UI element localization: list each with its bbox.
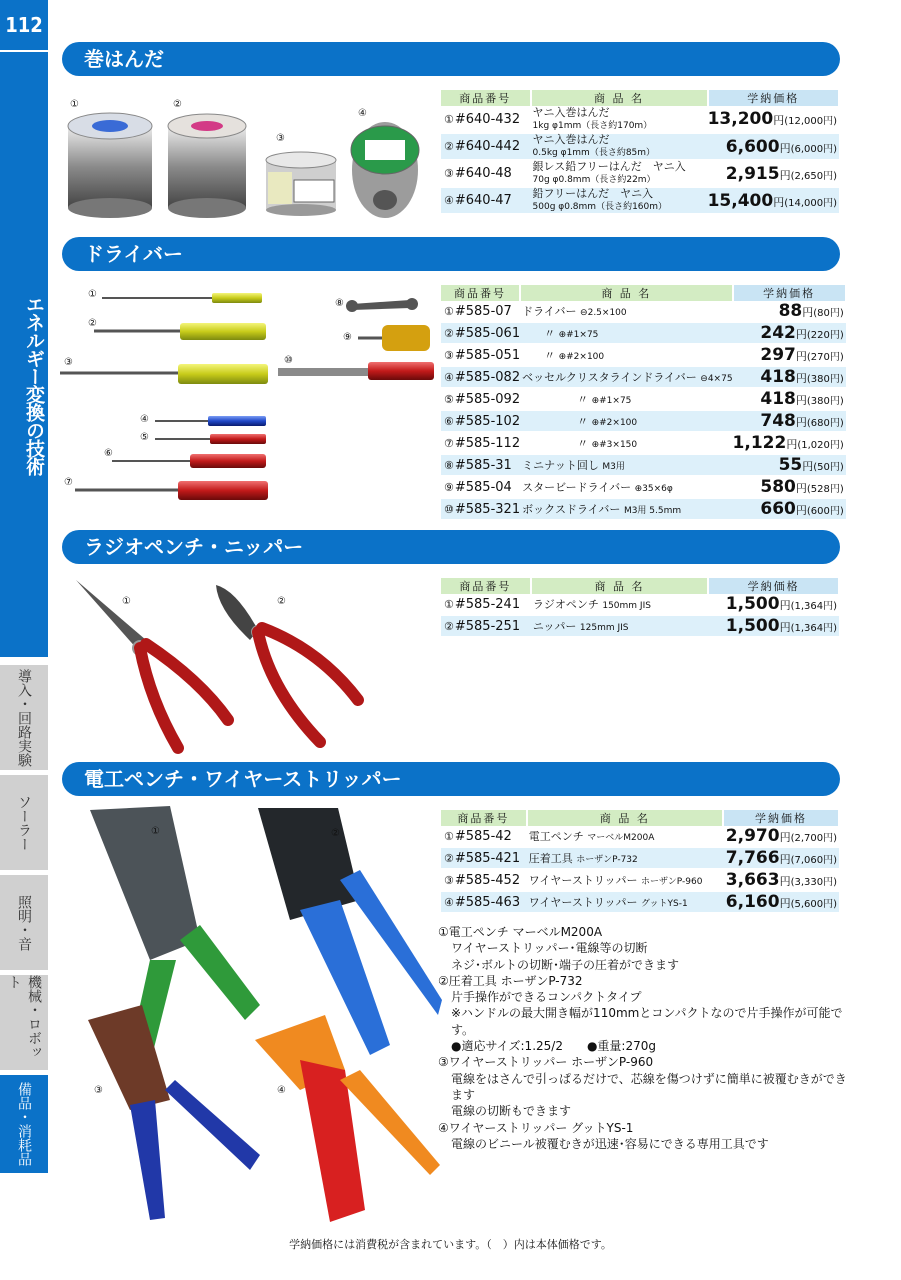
product-code: #585-082 [454,369,521,385]
label-crimper-2: ② [331,828,340,839]
header-code: 商品番号 [441,810,527,826]
desc-line: ます [451,1087,476,1102]
price-incl-tax: 88 [778,301,803,321]
price-excl-tax: (12,000円) [784,116,837,127]
product-spec: ホーザンP-960 [640,877,703,887]
price-excl-tax: (6,000円) [790,143,837,155]
price-incl-tax: 7,766 [725,848,780,868]
solder-spool-3 [266,152,336,216]
price-incl-tax: 297 [760,345,796,365]
price-incl-tax: 1,500 [725,594,780,614]
label-crimper-1: ① [151,826,160,837]
price-excl-tax: (1,364円) [790,601,837,612]
product-code: #585-421 [454,850,521,866]
nippers [216,585,358,742]
product-code: #585-42 [454,828,512,844]
label-driver-3: ③ [64,357,73,368]
header-name: 商 品 名 [520,285,732,301]
price-incl-tax: 1,500 [725,616,780,636]
section-title-driver: ドライバー [62,237,840,271]
header-code: 商品番号 [441,578,531,594]
price-incl-tax: 580 [760,477,796,497]
product-code: #640-432 [454,111,521,127]
item-number: ③ [444,873,454,887]
product-code: #640-48 [454,166,512,181]
crimping-tool [258,808,442,1055]
product-code: #640-442 [454,139,521,154]
product-code: #585-061 [454,325,521,341]
label-pliers-2: ② [277,596,286,607]
item-number: ② [444,326,454,340]
desc-line: ワイヤーストリッパー･電線等の切断 [451,941,648,956]
price-incl-tax: 6,160 [725,892,780,912]
price-excl-tax: (14,000円) [784,197,837,209]
product-name: スタービードライバー [522,481,632,494]
item-number: ⑧ [444,458,454,472]
label-driver-1: ① [88,289,97,300]
price-incl-tax: 2,970 [725,826,780,846]
product-spec: ⊕#1×75 [558,330,599,340]
header-price: 学納価格 [708,90,839,106]
price-incl-tax: 55 [778,455,803,475]
label-driver-10: ⑩ [284,355,293,366]
desc-line: 電線をはさんで引っぱるだけで、芯線を傷つけずに簡単に被覆むきができ [451,1071,847,1086]
label-solder-4: ④ [358,108,367,119]
price-incl-tax: 6,600 [725,136,780,157]
product-name: ヤニ入巻はんだ [532,105,610,119]
label-pliers-1: ① [122,596,131,607]
product-spec: 0.5kg φ1mm（長さ約85m） [532,148,656,158]
product-name: ワイヤーストリッパー [528,874,638,887]
product-spec: 1kg φ1mm（長さ約170m） [532,120,653,131]
item-number: ⑦ [444,436,454,450]
product-code: #585-102 [454,413,521,429]
price-excl-tax: (50円) [813,462,844,473]
product-code: #585-321 [454,501,521,517]
side-tab-lighting[interactable]: 照明・音 [0,875,48,970]
product-name: 〃 [522,415,589,428]
product-spec: 70g φ0.8mm（長さ約22m） [532,175,656,185]
item-number: ③ [444,348,454,362]
header-code: 商品番号 [441,285,520,301]
price-incl-tax: 242 [760,323,796,343]
chapter-title: エネルギー変換の技術 [0,52,48,657]
price-unit: 円 [779,875,791,888]
product-code: #585-092 [454,391,521,407]
product-code: #585-452 [454,872,521,888]
screwdriver-2 [94,323,266,340]
product-name: 〃 [522,327,556,340]
price-unit: 円 [795,504,807,517]
price-excl-tax: (2,700円) [790,833,837,844]
product-code: #585-463 [454,894,521,910]
price-excl-tax: (5,600円) [790,899,837,910]
product-code: #585-31 [454,457,512,473]
screwdriver-3 [60,364,268,384]
price-unit: 円 [795,328,807,341]
price-excl-tax: (2,650円) [790,170,837,182]
price-unit: 円 [795,350,807,363]
product-code: #585-112 [454,435,521,451]
price-incl-tax: 3,663 [725,870,780,890]
product-name: 〃 [522,393,589,406]
price-unit: 円 [779,897,791,910]
desc-line: ※ハンドルの最大開き幅が110mmとコンパクトなので片手操作が可能です。 [451,1006,843,1037]
price-excl-tax: (270円) [806,352,844,363]
product-spec: ⊕#2×100 [591,418,638,428]
price-incl-tax: 418 [760,389,796,409]
price-excl-tax: (3,330円) [790,877,837,888]
price-excl-tax: (220円) [806,330,844,341]
product-spec: ホーザンP-732 [576,855,638,865]
desc-line: 電線のビニール被覆むきが迅速･容易にできる専用工具です [451,1136,769,1151]
product-spec: 500g φ0.8mm（長さ約160m） [532,202,668,212]
desc-line: 電線の切断もできます [451,1104,572,1119]
label-driver-9: ⑨ [343,332,352,343]
item-number: ② [444,140,454,153]
price-excl-tax: (680円) [806,418,844,429]
product-code: #585-04 [454,479,512,495]
price-incl-tax: 418 [760,367,796,387]
solder-spool-2 [168,114,246,218]
price-incl-tax: 660 [760,499,796,519]
price-incl-tax: 2,915 [725,163,780,184]
item-number: ② [444,619,454,633]
item-number: ② [444,851,454,865]
product-spec: ⊕#1×75 [591,396,632,406]
section-title-crimper: 電工ペンチ・ワイヤーストリッパー [62,762,840,796]
price-unit: 円 [786,438,798,451]
price-unit: 円 [779,831,791,844]
item-number: ④ [444,895,454,909]
label-driver-6: ⑥ [104,448,113,459]
product-name: ボックスドライバー [522,503,621,516]
price-excl-tax: (380円) [806,396,844,407]
price-excl-tax: (528円) [806,484,844,495]
section-title-pliers: ラジオペンチ・ニッパー [62,530,840,564]
price-excl-tax: (600円) [806,506,844,517]
label-driver-2: ② [88,318,97,329]
screwdriver-7 [75,481,268,500]
product-name: ニッパー [532,620,577,633]
price-unit: 円 [795,394,807,407]
label-driver-8: ⑧ [335,298,344,309]
product-name: 〃 [522,349,556,362]
solder-spool-1 [68,113,152,218]
item-number: ⑩ [444,502,454,516]
price-unit: 円 [779,621,791,634]
price-unit: 円 [795,372,807,385]
product-spec: ⊖4×75 [700,374,733,384]
label-driver-5: ⑤ [140,432,149,443]
side-tab-intro[interactable]: 導入・回路実験 [0,665,48,770]
price-unit: 円 [779,599,791,612]
price-unit: 円 [773,195,785,209]
price-incl-tax: 13,200 [707,109,774,129]
price-unit: 円 [779,141,791,155]
item-number: ① [444,829,454,843]
screwdriver-5 [155,434,266,444]
product-spec: 150mm JIS [602,601,651,611]
screwdriver-1 [102,293,262,303]
header-name: 商 品 名 [527,810,723,826]
product-spec: マーベルM200A [587,833,655,843]
footer-note: 学納価格には消費税が含まれています。（ ）内は本体価格です。 [289,1238,612,1251]
product-spec: 125mm JIS [579,623,629,633]
desc-title: ②圧着工具 ホーザンP-732 [438,973,583,988]
product-name: ラジオペンチ [532,598,599,611]
price-incl-tax: 748 [760,411,796,431]
price-unit: 円 [795,416,807,429]
product-spec: M3用 5.5mm [623,506,682,516]
product-name: ヤニ入巻はんだ [532,133,610,146]
desc-title: ①電工ペンチ マーベルM200A [438,925,603,939]
item-number: ⑥ [444,414,454,428]
price-unit: 円 [779,168,791,182]
stubby-driver [358,325,430,351]
header-name: 商 品 名 [531,578,708,594]
product-spec: グットYS-1 [640,899,688,909]
page-number: 112 [0,0,48,50]
header-price: 学納価格 [708,578,839,594]
item-number: ⑨ [444,480,454,494]
product-name: ミニナット回し [522,459,599,472]
product-name: ベッセルクリスタラインドライバー [522,371,697,384]
product-name: ドライバー [522,305,577,318]
side-tab-supplies[interactable]: 備品・消耗品 [0,1075,48,1173]
price-excl-tax: (7,060円) [790,855,837,866]
product-spec: ⊕#2×100 [558,352,605,362]
product-spec: ⊖2.5×100 [580,308,627,318]
mini-nut-wrench [346,298,418,312]
product-code: #585-051 [454,347,521,363]
side-tab-robot[interactable]: 機械・ロボット [0,975,48,1070]
item-number: ④ [444,370,454,384]
item-number: ① [444,304,454,318]
product-spec: ⊕35×6φ [634,484,673,494]
header-code: 商品番号 [441,90,531,106]
label-solder-2: ② [173,99,182,110]
price-incl-tax: 15,400 [707,190,774,211]
label-crimper-4: ④ [277,1085,286,1096]
price-excl-tax: (80円) [813,308,844,319]
label-solder-1: ① [70,99,79,110]
price-unit: 円 [802,460,814,473]
product-code: #585-07 [454,303,512,319]
product-code: #640-47 [454,193,512,208]
product-code: #585-241 [454,596,521,612]
label-solder-3: ③ [276,133,285,144]
product-name: 鉛フリーはんだ ヤニ入 [532,187,654,200]
product-spec: ⊕#3×150 [591,440,638,450]
side-tab-solar[interactable]: ソーラー [0,775,48,870]
price-excl-tax: (380円) [806,374,844,385]
radio-pliers [76,580,228,748]
wire-stripper-p960 [88,1005,260,1220]
box-driver [278,362,434,380]
product-name: 圧着工具 [528,852,573,865]
desc-line: 片手操作ができるコンパクトタイプ [451,990,642,1005]
product-name: 〃 [522,437,589,450]
label-crimper-3: ③ [94,1085,103,1096]
desc-title: ④ワイヤーストリッパー グットYS-1 [438,1120,634,1135]
label-driver-4: ④ [140,414,149,425]
item-number: ⑤ [444,392,454,406]
item-number: ① [444,597,454,611]
header-price: 学納価格 [733,285,846,301]
price-incl-tax: 1,122 [732,433,787,453]
section-title-solder: 巻はんだ [62,42,840,76]
header-name: 商 品 名 [531,90,708,106]
item-number: ③ [444,167,454,180]
product-name: 電工ペンチ [528,830,584,843]
screwdriver-4 [155,416,266,426]
product-name: 銀レス鉛フリーはんだ ヤニ入 [532,160,686,173]
desc-line: ●適応サイズ:1.25/2 ●重量:270g [451,1039,656,1054]
price-excl-tax: (1,020円) [797,440,844,451]
screwdriver-6 [112,454,266,468]
price-unit: 円 [802,306,814,319]
product-name: ワイヤーストリッパー [528,896,638,909]
product-spec: M3用 [602,462,625,472]
wire-stripper-ys1 [255,1015,440,1222]
desc-title: ③ワイヤーストリッパー ホーザンP-960 [438,1055,654,1070]
price-excl-tax: (1,364円) [790,623,837,634]
desc-line: ネジ･ボルトの切断･端子の圧着ができます [451,957,680,972]
price-unit: 円 [795,482,807,495]
product-descriptions [438,924,848,1152]
price-unit: 円 [773,114,785,127]
price-unit: 円 [779,853,791,866]
header-price: 学納価格 [723,810,839,826]
label-driver-7: ⑦ [64,477,73,488]
solder-spool-4 [351,122,419,218]
product-code: #585-251 [454,618,521,634]
item-number: ① [444,112,454,126]
item-number: ④ [444,194,454,207]
